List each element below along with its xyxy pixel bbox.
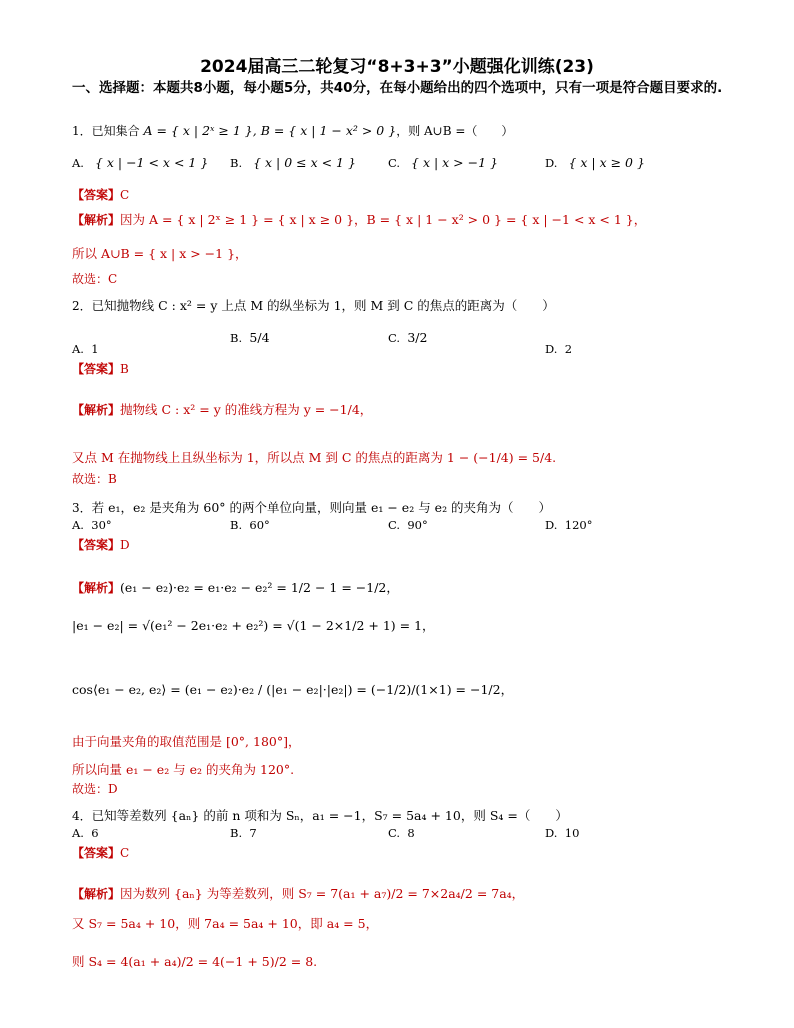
question-1-analysis-line-2: 所以 A∪B = { x | x > −1 }， xyxy=(72,246,248,261)
question-4-option-c: C. 8 xyxy=(388,826,415,840)
question-2-analysis-line-1: 【解析】抛物线 C : x² = y 的准线方程为 y = −1/4， xyxy=(72,402,373,417)
question-1-choose: 故选：C xyxy=(72,272,118,286)
question-1-option-a: A. { x | −1 < x < 1 } xyxy=(72,155,209,170)
question-2-option-b: B. 5/4 xyxy=(230,330,270,345)
question-1-stem: 1．已知集合 A = { x | 2ˣ ≥ 1 }, B = { x | 1 − x² > 0 }，则 A∪B =（ ） xyxy=(72,123,514,138)
question-3-analysis-line-1: 【解析】(e₁ − e₂)·e₂ = e₁·e₂ − e₂² = 1/2 − 1 = −1/2， xyxy=(72,580,399,595)
question-3-answer: 【答案】D xyxy=(72,538,130,552)
question-3-option-b: B. 60° xyxy=(230,518,270,532)
question-3-option-d: D. 120° xyxy=(545,518,593,532)
question-4-analysis-line-1: 【解析】因为数列 {aₙ} 为等差数列，则 S₇ = 7(a₁ + a₇)/2 = 7×2a₄/2 = 7a₄， xyxy=(72,886,525,901)
question-2-analysis-line-2: 又点 M 在抛物线上且纵坐标为 1，所以点 M 到 C 的焦点的距离为 1 − (−1/4) = 5/4. xyxy=(72,450,557,465)
question-3-choose: 故选：D xyxy=(72,782,118,796)
section-heading: 一、选择题：本题共8小题，每小题5分，共40分，在每小题给出的四个选项中，只有一项是符合题目要求的. xyxy=(72,80,723,96)
question-2-choose: 故选：B xyxy=(72,472,117,486)
question-3-stem: 3．若 e₁，e₂ 是夹角为 60° 的两个单位向量，则向量 e₁ − e₂ 与 e₂ 的夹角为（ ） xyxy=(72,500,552,515)
question-3-analysis-line-2: |e₁ − e₂| = √(e₁² − 2e₁·e₂ + e₂²) = √(1 − 2×1/2 + 1) = 1， xyxy=(72,618,435,633)
question-2-answer: 【答案】B xyxy=(72,362,129,376)
question-2-stem: 2．已知抛物线 C : x² = y 上点 M 的纵坐标为 1，则 M 到 C 的焦点的距离为（ ） xyxy=(72,298,555,313)
question-3-analysis-line-3: cos⟨e₁ − e₂, e₂⟩ = (e₁ − e₂)·e₂ / (|e₁ − e₂|·|e₂|) = (−1/2)/(1×1) = −1/2， xyxy=(72,682,514,697)
question-1-option-c: C. { x | x > −1 } xyxy=(388,155,498,170)
question-4-stem: 4．已知等差数列 {aₙ} 的前 n 项和为 Sₙ，a₁ = −1，S₇ = 5a₄ + 10，则 S₄ =（ ） xyxy=(72,808,568,823)
question-3-analysis-line-4: 由于向量夹角的取值范围是 [0°, 180°]， xyxy=(72,734,301,749)
question-1-analysis-line-1: 【解析】因为 A = { x | 2ˣ ≥ 1 } = { x | x ≥ 0 }，B = { x | 1 − x² > 0 } = { x | −1 < x < 1 }， xyxy=(72,212,647,227)
question-4-answer: 【答案】C xyxy=(72,846,130,860)
question-2-option-a: A. 1 xyxy=(72,342,99,356)
question-4-option-b: B. 7 xyxy=(230,826,257,840)
question-1-option-d: D. { x | x ≥ 0 } xyxy=(545,155,645,170)
question-3-option-c: C. 90° xyxy=(388,518,428,532)
question-3-option-a: A. 30° xyxy=(72,518,112,532)
question-1-answer: 【答案】C xyxy=(72,188,130,202)
question-1-option-b: B. { x | 0 ≤ x < 1 } xyxy=(230,155,356,170)
page-title: 2024届高三二轮复习“8+3+3”小题强化训练(23) xyxy=(200,57,594,77)
question-4-option-d: D. 10 xyxy=(545,826,580,840)
question-4-analysis-line-3: 则 S₄ = 4(a₁ + a₄)/2 = 4(−1 + 5)/2 = 8. xyxy=(72,954,318,969)
question-2-option-d: D. 2 xyxy=(545,342,573,356)
question-4-analysis-line-2: 又 S₇ = 5a₄ + 10，则 7a₄ = 5a₄ + 10，即 a₄ = 5， xyxy=(72,916,379,931)
question-3-analysis-line-5: 所以向量 e₁ − e₂ 与 e₂ 的夹角为 120°. xyxy=(72,762,295,777)
question-2-option-c: C. 3/2 xyxy=(388,330,428,345)
question-4-option-a: A. 6 xyxy=(72,826,99,840)
